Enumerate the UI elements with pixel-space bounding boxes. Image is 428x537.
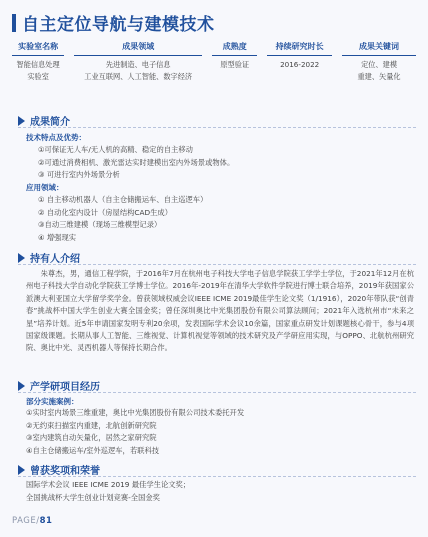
summary-col-maturity xyxy=(212,38,257,83)
summary-keywords-line2: 重建、矢量化 xyxy=(357,72,401,81)
section-divider xyxy=(18,476,416,477)
section-divider xyxy=(18,127,416,128)
triangle-bullet-icon xyxy=(18,381,25,391)
section-title: 持有人介绍 xyxy=(30,254,80,265)
person-bio: 朱尊杰，男，通信工程学院，于2016年7月在杭州电子科技大学电子信息学院获工学学士学位，于2021年12月在杭州电子科技大学自动化学院获工学博士学位。2016年-2019年在清华大学软件学院进行博士联合培养，2019年获国家公派澳大利亚国立大学留学奖学金。曾获领域权威会议IEEE ICME 2019最佳学生论文奖（1/1916），2020年带队获“创青春”挑战杯中国大学生创业大赛全国金奖；曾任深圳奥比中光集团股份有限公司算法顾问；2021年入选杭州市“未来之星”培养计划。近5年申请国家发明专利20余项，发表国际学术会议10余篇，国家重点研发计划课题核心骨干，参与4项国家级课题。长期从事人工智能、三维视觉、计算机视觉等领域的技术研究及产学研应用实现，与OPPO、北航杭州研究院、奥比中光、灵西机器人等保持长期合作。 xyxy=(26,269,414,353)
summary-col-lab xyxy=(12,38,64,83)
summary-header-keywords: 成果关键词 xyxy=(342,38,416,56)
summary-col-duration xyxy=(267,38,332,83)
tech-features-label: 技术特点及优势： xyxy=(26,133,86,142)
section-title: 成果简介 xyxy=(30,117,70,128)
triangle-bullet-icon xyxy=(18,116,25,126)
page-number: 81 xyxy=(39,516,53,526)
triangle-bullet-icon xyxy=(18,253,25,263)
summary-duration-value: 2016-2022 xyxy=(280,60,320,69)
section-intro-heading xyxy=(18,113,70,128)
section-divider xyxy=(18,392,416,393)
summary-table xyxy=(12,38,416,83)
list-item: ④自主仓储搬运车/室外巡逻车，若联科技 xyxy=(26,445,160,455)
list-item: ② 自动化室内设计（房屋结构CAD生成） xyxy=(38,207,173,217)
summary-header-lab: 实验室名称 xyxy=(12,38,64,56)
summary-keywords-line1: 定位、建模 xyxy=(361,60,398,69)
section-industry-heading xyxy=(18,378,100,393)
summary-header-field: 成果领域 xyxy=(74,38,202,56)
application-label: 应用领域： xyxy=(26,183,64,192)
section-divider xyxy=(18,264,416,265)
list-item: ①实时室内场景三维重建，奥比中光集团股份有限公司技术委托开发 xyxy=(26,408,245,417)
summary-col-field xyxy=(74,38,202,83)
tech-features-list xyxy=(38,144,234,182)
list-item: 国际学术会议 IEEE ICME 2019 最佳学生论文奖； xyxy=(26,480,191,489)
list-item: ③自动三维建模（现场三维模型记录） xyxy=(38,220,162,229)
summary-field-line1: 先进制造、电子信息 xyxy=(105,60,171,69)
list-item: 全国挑战杯大学生创业计划竞赛-全国金奖 xyxy=(26,492,160,502)
list-item: ③室内建筑自动矢量化，居然之家研究院 xyxy=(26,433,157,442)
application-list xyxy=(38,194,207,244)
summary-header-duration: 持续研究时长 xyxy=(267,38,332,56)
triangle-bullet-icon xyxy=(18,465,25,475)
page-title-bar xyxy=(12,10,215,35)
page-label: PAGE/ xyxy=(12,516,40,526)
summary-header-maturity: 成熟度 xyxy=(212,38,257,56)
page-footer xyxy=(12,516,52,526)
section-person-heading xyxy=(18,250,80,265)
list-item: ①可保证无人车/无人机的高精、稳定的自主移动 xyxy=(38,145,193,154)
summary-maturity-value: 原型验证 xyxy=(220,60,250,69)
summary-lab-line1: 智能信息处理 xyxy=(16,60,60,69)
section-title: 产学研项目经历 xyxy=(30,382,100,393)
section-title: 曾获奖项和荣誉 xyxy=(30,466,100,477)
summary-field-line2: 工业互联网、人工智能、数字经济 xyxy=(84,72,193,81)
title-accent-bar xyxy=(12,14,16,32)
cases-list xyxy=(26,407,244,457)
section-honors-heading xyxy=(18,462,100,477)
page-title: 自主定位导航与建模技术 xyxy=(22,15,215,35)
list-item: ②可通过消费相机、激光雷达实时建模出室内外场景或物体。 xyxy=(38,157,235,167)
cases-label: 部分实施案例： xyxy=(26,397,79,406)
list-item: ③ 可进行室内外场景分析 xyxy=(38,170,120,179)
honors-list xyxy=(26,479,190,504)
list-item: ②无约束扫描室内重建，北航创新研究院 xyxy=(26,420,157,430)
list-item: ④ 增强现实 xyxy=(38,232,77,242)
summary-lab-line2: 实验室 xyxy=(27,72,49,81)
list-item: ① 自主移动机器人（自主仓储搬运车、自主巡逻车） xyxy=(38,195,208,204)
summary-col-keywords xyxy=(342,38,416,83)
